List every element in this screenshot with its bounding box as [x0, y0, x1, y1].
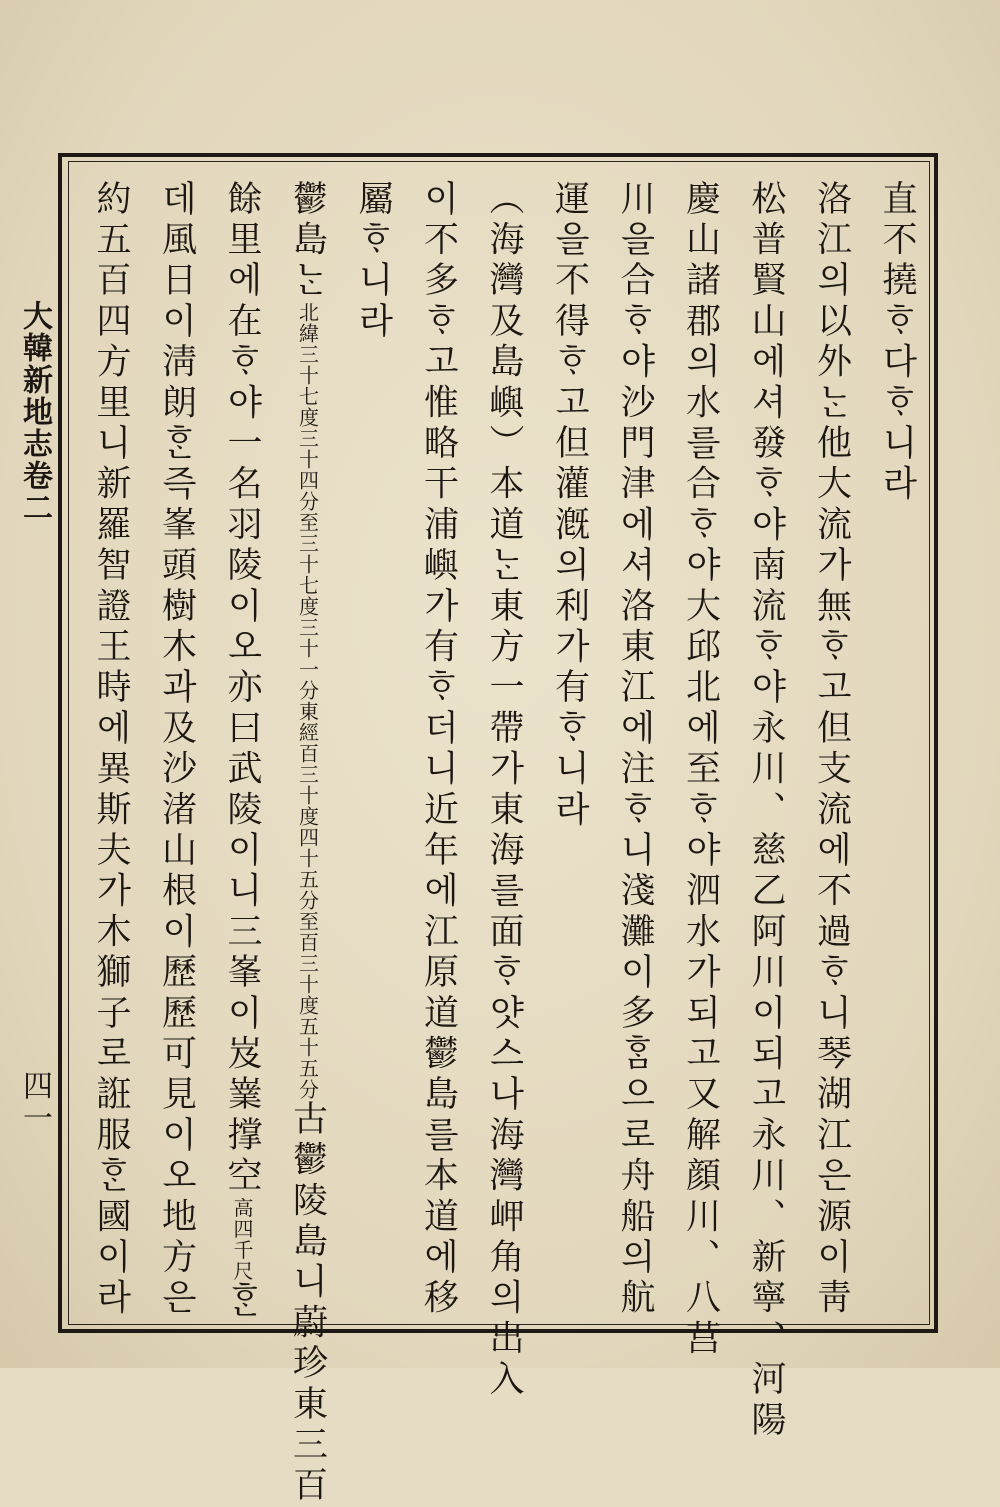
text-block: [70, 168, 928, 1507]
text-column-2: 洛江의以外ᄂᆞᆫ他大流가無ᄒᆞ고但支流에不過ᄒᆞ니琴湖江은源이靑: [811, 180, 852, 1320]
coordinate-note-longitude: 東經百三十度四十五分至百三十度五十五分: [295, 701, 320, 1101]
column-11-tail: ᄒᆞᆫ: [222, 1281, 262, 1323]
text-column-10: [277, 180, 339, 1507]
text-column-7: （海灣及島嶼）本道ᄂᆞᆫ東方一帶가東海를面ᄒᆞ얏스나海灣岬角의出入: [484, 180, 524, 1401]
text-column-11: [211, 180, 273, 1322]
page-number: 四一: [17, 1070, 52, 1134]
text-column-6: 運을不得ᄒᆞ고但灌漑의利가有ᄒᆞ니라: [549, 180, 590, 832]
text-column-9: 屬ᄒᆞ니라: [353, 180, 393, 343]
running-title: 大韓新地志卷二: [17, 300, 52, 524]
column-10-main: 鬱島ᄂᆞᆫ: [287, 180, 328, 303]
height-note-2: 千尺: [230, 1239, 254, 1282]
text-column-4: 慶山諸郡의水를合ᄒᆞ야大邱北에至ᄒᆞ야泗水가되고又解顔川、八莒: [680, 180, 721, 1361]
column-11-main: 餘里에在ᄒᆞ야一名羽陵이오亦曰武陵이니三峯이岌嶪撑空: [222, 180, 262, 1198]
text-column-13: 約五百四方里니新羅智證王時에異斯夫가木獅子로誑服ᄒᆞᆫ國이라: [91, 180, 131, 1320]
text-column-8: 이不多ᄒᆞ고惟略干浦嶼가有ᄒᆞ더니近年에江原道鬱島를本道에移: [418, 180, 459, 1320]
text-column-12: 데風日이淸朗ᄒᆞᆫ즉峯頭樹木과及沙渚山根이歷歷可見이오地方은: [156, 180, 197, 1320]
text-column-5: 川을合ᄒᆞ야沙門津에셔洛東江에注ᄒᆞ니淺灘이多ᄒᆞᆷ으로舟船의航: [615, 180, 655, 1320]
coordinate-note-latitude: 北緯三十七度三十四分至三十七度三十一分: [295, 302, 320, 702]
column-10-tail: 古鬱陵島니蔚珍東三百: [287, 1100, 328, 1507]
height-note-1: 高四: [230, 1197, 254, 1240]
text-column-3: 松普賢山에셔發ᄒᆞ야南流ᄒᆞ야永川、慈乙阿川이되고永川、新寧、河陽: [746, 180, 786, 1442]
text-column-1: 直不撓ᄒᆞ다ᄒᆞ니라: [877, 180, 917, 506]
